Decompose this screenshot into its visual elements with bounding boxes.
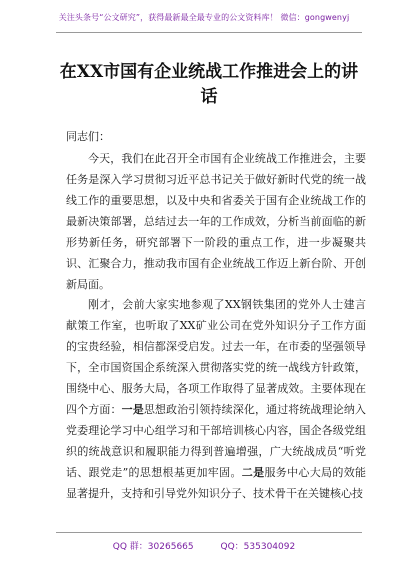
paragraph-2-text-d: 服务中心大局的效能显著提升，支持和引导党外知识分子、技术骨干在关键核心技 [66, 466, 367, 500]
document-title: 在XX市国有企业统战工作推进会上的讲话 [59, 62, 359, 107]
paragraph-2-text-c: 思想政治引领持续深化，通过将统战理论纳入党委理论学习中心组学习和干部培训核心内容，国企各级党组织的统战意识和履职能力得到普遍增强，广大统战成员“听党话、跟党走”的思想根基更加牢固。 [66, 403, 367, 479]
qq-group-text: QQ 群：30265665 [112, 542, 194, 552]
paragraph-2-text-a: 刚才，会前大家实地参观了XX钢铁集团的党外人士建言献策工作室，也听取了XX矿业公司在党外知识分子工作方面的宝贵经验，相信都深受启发。过去一年，在市委的坚强领导下，全市国资国企系统深入贯彻落实党的统一战线方针政策，围绕中心、服务大局，各项工作取得了显著成效。主要体现在四个方面： [66, 298, 366, 416]
point-one-label: 一是 [121, 403, 144, 416]
page-header [0, 0, 408, 44]
point-two-label: 二是 [241, 466, 265, 479]
header-promo-text: 关注头条号“公文研究”，获得最新最全最专业的公文资料库！ 微信：gongwenyj [58, 13, 350, 22]
qq-text: QQ：535304092 [220, 542, 296, 552]
footer-contact [0, 539, 408, 552]
paragraph-1: 今天，我们在此召开全市国有企业统战工作推进会，主要任务是深入学习贯彻习近平总书记关于做好新时代党的统一战线工作的重要思想，以及中央和省委关于国有企业统战工作的最新决策部署，总结过去一年的工作成效，分析当前面临的新形势新任务，研究部署下一阶段的重点工作，进一步凝聚共识、汇聚合力，推动我市国有企业统战工作迈上新台阶、开创新局面。 [66, 152, 366, 291]
paragraph-2 [66, 294, 366, 504]
footer-divider [56, 532, 362, 533]
page-footer [0, 532, 408, 580]
header-divider [56, 32, 362, 33]
greeting: 同志们： [66, 130, 110, 143]
